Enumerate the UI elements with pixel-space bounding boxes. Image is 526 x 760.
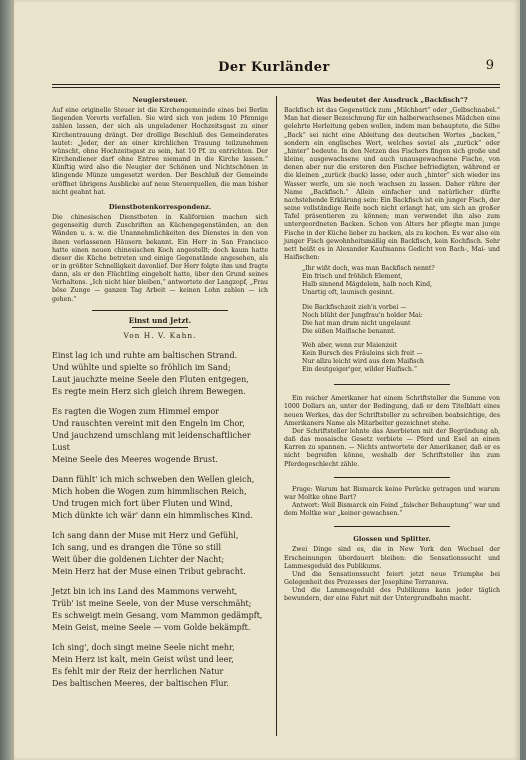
poem-line: Es regte mein Herz sich gleich ihrem Bewegen. (52, 387, 246, 397)
verse-line: Die Backfischzeit zieh'n vorbei — (302, 303, 407, 311)
poem-line: Und wühlte und spielte so fröhlich im Sand; (52, 363, 231, 373)
poem-body (52, 350, 268, 690)
left-column (52, 96, 268, 690)
poem-line: Laut jauchzte meine Seele den Fluten entgegen, (52, 375, 249, 385)
poem-line: Dann fühlt' ich mich schweben den Wellen gleich, (52, 475, 255, 485)
bismarck-answer: Antwort: Weil Bismarck ein Feind „falscher Behauptung“ war und dem Moltke war „keiner gewachsen.“ (284, 501, 500, 518)
poem-title: Einst und Jetzt. (128, 315, 192, 325)
poem-line: Jetzt bin ich ins Land des Mammons verweht, (52, 587, 238, 597)
newspaper-page (14, 0, 520, 760)
article-heading-neugiersteuer: Neugiersteuer. (132, 96, 188, 104)
poem-line: Mich dünkte ich wär' dann ein himmlisches Kind. (52, 511, 253, 521)
article-body-dienstboten: Die chinesischen Dienstboten in Kalifornien machen sich gegenseitig durch Zuschriften an Küchengegenständen, an den Wänden u. s. w. die Unannehmlichkeiten des Dienstes in den von ihnen verlassenen Häusern bekannt. Ein Herr in San Francisco hatte einen neuen chinesischen Koch angestellt; doch kaum hatte dieser die Küche betreten und einige Gegenstände angesehen, als er in größter Schnelligkeit davonlief. Der Herr folgte ihm und fragte dann, als er den Flüchtling eingeholt hatte, über den Grund seines Verhaltens. „Ich nicht hier bleiben,“ antwortete der Langzopf, „Frau böse Zunge — ganzen Tag Arbeit — keinen Lohn zahlen — ich gehen.“ (52, 214, 268, 303)
poem-line: Es ragten die Wogen zum Himmel empor (52, 407, 219, 417)
section-divider (92, 310, 228, 311)
header-rule-thin (52, 87, 500, 88)
poem-line: Es fehlt mir der Reiz der herrlichen Natur (52, 667, 224, 677)
verse-line: Die süßen Maifische benannt. (302, 327, 396, 335)
bismarck-question: Frage: Warum hat Bismarck keine Perücke getragen und warum war Moltke ohne Bart? (284, 485, 500, 501)
poem-line: Mein Geist, meine Seele — vom Golde bekämpft. (52, 623, 251, 633)
poem-author: Von H. V. Kahn. (123, 330, 197, 340)
article-body-neugiersteuer: Auf eine originelle Steuer ist die Kirchengemeinde eines bei Berlin liegenden Vororts verfallen. Sie wird sich von jedem 10 Pfennige zahlen lassen, der sich als ungeladener Hochzeitsgast zu einer Kirchentrauung drängt. Der drollige Beschluß des Gemeinderates lautet: „Jeder, der an einer kirchlichen Trauung teilzunehmen wünscht, ohne Hochzeitsgast zu sein, hat 10 Pf. zu entrichten. Der Kirchendiener darf ohne Entree niemand in die Kirche lassen.“ Künftig wird also die Neugier der Schönen und Nichtschönen in klingende Münze umgesetzt werden. Der Beschluß der Gemeinde eröffnet übrigens Ausblicke auf neue Steuerquellen, die man bisher nicht geahnt hat. (52, 107, 268, 196)
verse-line: Weh aber, wenn zur Maienzeit (302, 341, 398, 349)
section-divider (334, 526, 450, 527)
article-heading-dienstboten: Dienstbotenkorrespondenz. (108, 202, 212, 211)
verse-line: Noch blüht der Jungfrau'n holder Mai: (302, 311, 423, 319)
poem-line: Meine Seele des Meeres wogende Brust. (52, 455, 218, 465)
verse-line: „Ihr wißt doch, was man Backfisch nennt? (302, 265, 435, 273)
poem-line: Ich sing', doch singt meine Seele nicht mehr, (52, 643, 235, 653)
poem-line: Ich sang dann der Muse mit Herz und Gefühl, (52, 531, 239, 541)
article-body-glossen-3: Und die Lammesgeduld des Publikums kann jeder täglich bewundern, der eine Fahrt mit der Untergrundbahn macht. (284, 587, 500, 603)
verse-line: Ein frisch und fröhlich Element, (302, 273, 403, 281)
page-title: Der Kurländer (218, 60, 330, 75)
page-header (54, 60, 494, 82)
article-body-american: Ein reicher Amerikaner hat einem Schriftsteller die Summe von 1000 Dollars an, unter der Bedingung, daß er dem Titelblatt eines neuen Werkes, das der Schriftsteller zu schreiben beabsichtige, des Amerikaners Name als Mitarbeiter gezeichnet stehe. (284, 395, 500, 427)
article-body-american-2: Der Schriftsteller lehnte das Anerbieten mit der Begründung ab, daß das mosaische Gesetz verbiete — Pferd und Esel an einen Karren zu spannen. — Nichts antwortete der Amerikaner, daß er es nicht begreifen könne, weshalb der Schriftsteller ihn zum Pferdegeschlecht zähle. (284, 427, 500, 468)
article-body-glossen-1: Zwei Dinge sind es, die in New York den Wechsel der Erscheinungen überdauert bleiben: die Sensationssucht und Lammesgeduld des Publikums. (284, 546, 500, 570)
verse-line: Halb sinnend Mägdelein, halb noch Kind, (302, 281, 433, 289)
page-number: 9 (485, 58, 494, 73)
verse-line: Ein deutgeiger'ger, wilder Haifisch.“ (302, 366, 418, 374)
poem-line: Mein Herz hat der Muse einen Tribut gebracht. (52, 567, 246, 577)
verse-line: Kein Bursch des Fräuleins sich freit — (302, 349, 423, 357)
section-divider (334, 384, 450, 385)
poem-line: Mein Herz ist kalt, mein Geist wüst und leer, (52, 655, 234, 665)
binding-edge (0, 0, 14, 760)
poem-line: Weit über die goldenen Lichter der Nacht; (52, 555, 225, 565)
poem-title-rule (132, 327, 188, 328)
right-column (284, 96, 500, 604)
article-heading-backfisch: Was bedeutet der Ausdruck „Backfisch“? (316, 96, 468, 104)
poem-line: Des baltischen Meeres, der baltischen Flur. (52, 679, 229, 689)
poem-line: Einst lag ich und ruhte am baltischen Strand. (52, 351, 238, 361)
poem-line: Trüb' ist meine Seele, von der Muse verschmäht; (52, 599, 252, 609)
article-heading-glossen: Glossen und Splitter. (353, 535, 431, 544)
verse-line: Die hat man drum nicht ungelaunt (302, 319, 411, 327)
backfisch-verse (284, 265, 500, 374)
poem-line: Und jauchzend umschlang mit leidenschaftlicher Lust (52, 431, 251, 453)
verse-line: Unartig oft, launisch gesinnt. (302, 289, 395, 297)
poem-line: Mich hoben die Wogen zum himmlischen Reich, (52, 487, 247, 497)
poem-line: Und trugen mich fort über Fluten und Wind, (52, 499, 233, 509)
header-rule (52, 84, 500, 85)
poem-line: Und rauschten vereint mit den Engeln im Chor, (52, 419, 245, 429)
column-divider (276, 96, 277, 736)
verse-line: Nur allzu leicht wird aus dem Maifisch (302, 358, 424, 366)
article-body-backfisch: Backfisch ist das Gegenstück zum „Milchbart“ oder „Gelbschnabel.“ Man hat dieser Bezeichnung für ein halberwachsenes Mädchen eine gelehrte Herleitung geben wollen, indem man behauptete, die Silbe „Back“ sei nicht eine Ableitung des deutschen Wortes „backen,“ sondern ein englisches Wort, welches soviel als „zurück“ oder „hinter“ bedeute. In den Netzen des Fischers fingen sich große und kleine, ausgewachsene und auch unausgewachsene Fische, von denen aber nur die ersteren den Fischer befriedigten, während er die kleinen „zurück (back) lasse, oder auch „hinter“ sich wieder ins Wasser werfe, um sie noch wachsen zu lassen. Daher rühre der Name „Backfisch.“ Allein einfacher und natürlicher dürfte nachstehende Erklärung sein: Ein Backfisch ist ein junger Fisch, der seine vollständige Reife noch nicht erlangt hat, um sich an großer Tafel präsentieren zu können; man verwendet ihn also zum untergeordneten Backen. Schon von Alters her pflegte man junge Fische in der Küche lieber zu backen, als zu kochen. Es war also ein junger Fisch gewohnheitsmäßig ein Backfisch, kein Kochfisch. Sehr nett heißt es in Alexander Kaufmanns Gedicht von Bach-, Mai- und Haifischen: (284, 107, 500, 261)
poem-line: Es schweigt mein Gesang, vom Mammon gedämpft, (52, 611, 263, 621)
poem-line: Ich sang, und es drangen die Töne so still (52, 543, 222, 553)
section-divider (334, 477, 450, 478)
article-body-glossen-2: Und die Sensationssucht feiert jetzt neue Triumphe bei Gelegenheit des Prozesses der Josephine Terranova. (284, 570, 500, 587)
